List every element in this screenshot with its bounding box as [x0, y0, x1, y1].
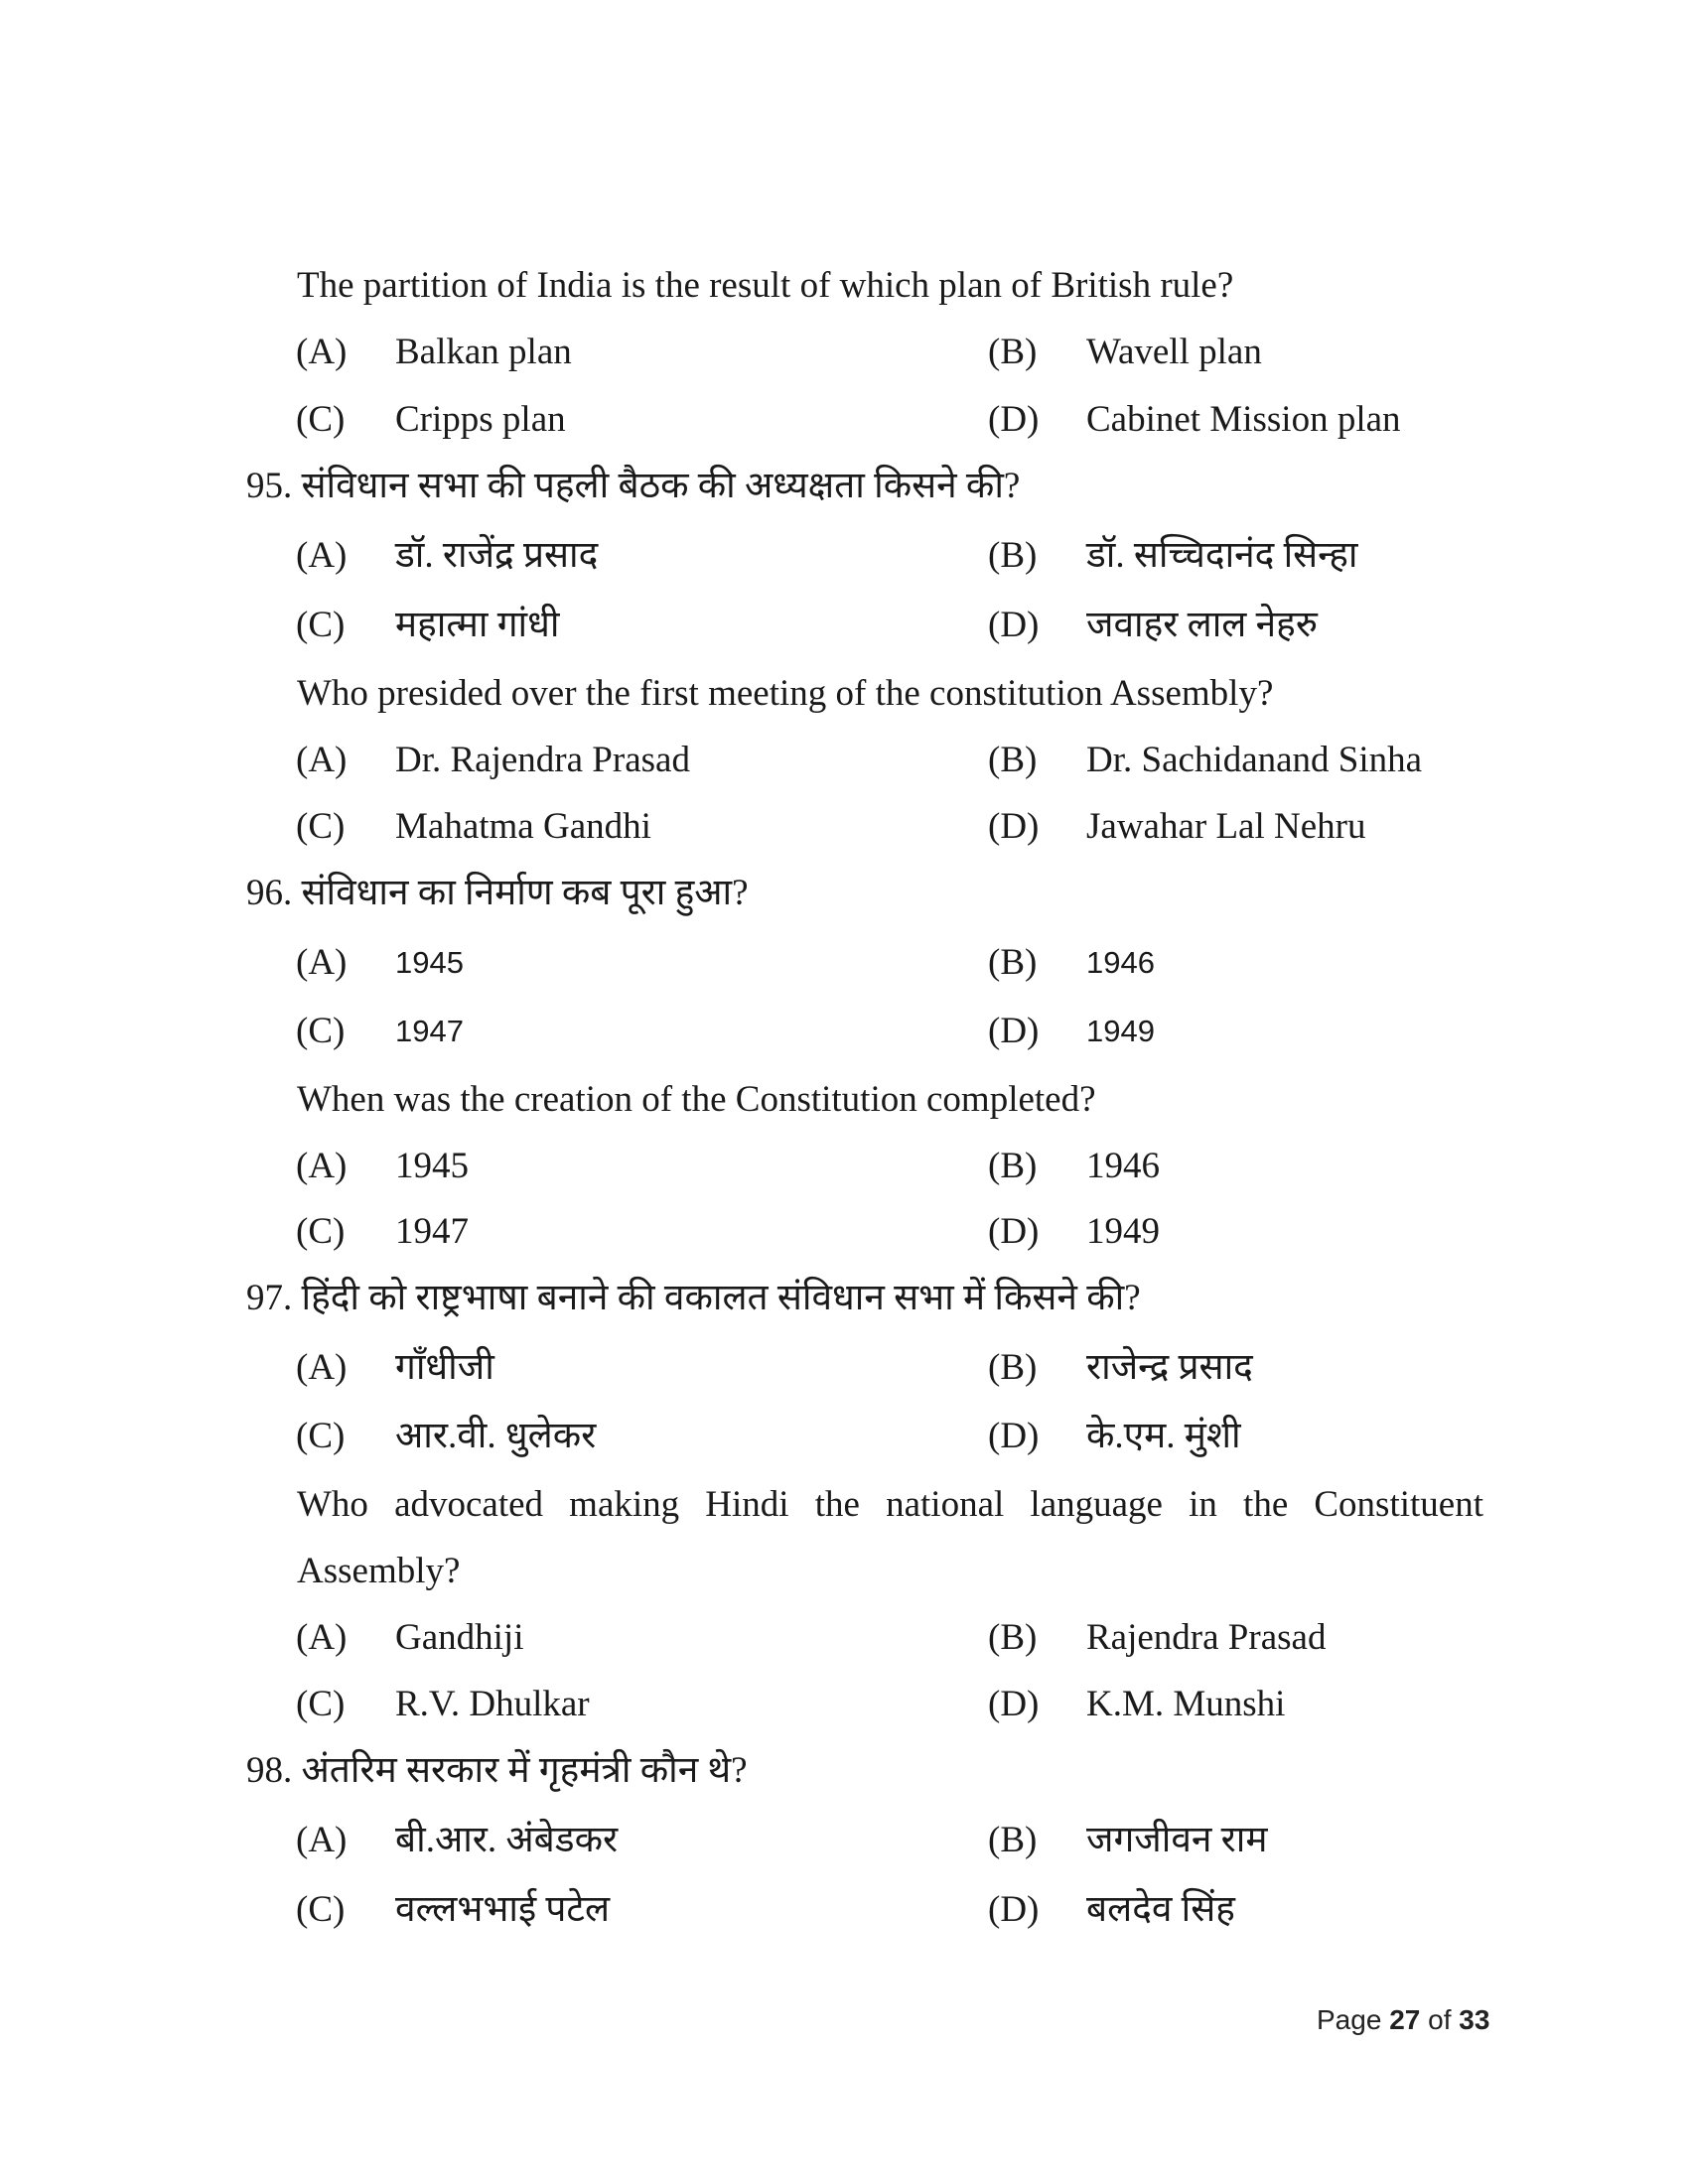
q95-en-option-b-text: Dr. Sachidanand Sinha — [1086, 740, 1423, 780]
q95-en-option-d-label: (D) — [988, 806, 1040, 847]
q96-en-option-d-label: (D) — [988, 1211, 1040, 1252]
q95-hi-question — [246, 465, 1020, 508]
q98-number: 98. — [246, 1750, 293, 1791]
q96-hi-option-d-text: 1949 — [1086, 1014, 1155, 1048]
footer-page-word: Page — [1317, 2004, 1382, 2035]
q96-hi-option-d-label: (D) — [988, 1011, 1040, 1051]
q97-hi-option-d-label: (D) — [988, 1416, 1040, 1456]
q97-en-option-c-label: (C) — [296, 1684, 346, 1724]
q96-en-question: When was the creation of the Constitution completed? — [297, 1079, 1096, 1120]
q96-en-option-a-label: (A) — [296, 1146, 348, 1186]
q96-hi-question — [246, 872, 749, 915]
q94-en-option-b-label: (B) — [988, 332, 1038, 372]
q95-hi-option-c-label: (C) — [296, 605, 346, 645]
q94-en-option-d-text: Cabinet Mission plan — [1086, 399, 1401, 440]
q95-en-option-b-label: (B) — [988, 740, 1038, 780]
q98-hi-question — [246, 1749, 748, 1793]
q98-hi-option-d-label: (D) — [988, 1889, 1040, 1930]
q96-hi-option-a-text: 1945 — [395, 945, 464, 980]
q96-hi-option-a-label: (A) — [296, 942, 348, 983]
q97-en-option-c-text: R.V. Dhulkar — [395, 1684, 590, 1724]
q97-hi-option-a-label: (A) — [296, 1347, 348, 1388]
q97-hi-option-c-label: (C) — [296, 1416, 346, 1456]
q95-hi-option-a-label: (A) — [296, 535, 348, 576]
q95-number: 95. — [246, 466, 293, 506]
q94-en-option-c-label: (C) — [296, 399, 346, 440]
q97-hi-question-text: हिंदी को राष्ट्रभाषा बनाने की वकालत संविधान सभा में किसने की? — [301, 1278, 1141, 1318]
q97-en-option-d-label: (D) — [988, 1684, 1040, 1724]
q96-hi-option-b-label: (B) — [988, 942, 1038, 983]
q96-en-option-d-text: 1949 — [1086, 1211, 1160, 1252]
q96-hi-question-text: संविधान का निर्माण कब पूरा हुआ? — [301, 873, 749, 913]
q94-en-option-a-label: (A) — [296, 332, 348, 372]
q97-en-option-b-text: Rajendra Prasad — [1086, 1617, 1327, 1658]
q94-en-option-d-label: (D) — [988, 399, 1040, 440]
q96-hi-option-b-text: 1946 — [1086, 945, 1155, 980]
q98-hi-option-b-text: जगजीवन राम — [1086, 1820, 1268, 1860]
q95-en-option-a-text: Dr. Rajendra Prasad — [395, 740, 690, 780]
q97-en-option-d-text: K.M. Munshi — [1086, 1684, 1286, 1724]
q97-hi-option-a-text: गाँधीजी — [395, 1347, 494, 1388]
q96-hi-option-c-text: 1947 — [395, 1014, 464, 1048]
q98-hi-option-c-label: (C) — [296, 1889, 346, 1930]
q98-hi-option-d-text: बलदेव सिंह — [1086, 1889, 1235, 1930]
q95-en-option-c-text: Mahatma Gandhi — [395, 806, 651, 847]
page-number-footer — [1317, 2003, 1489, 2037]
q96-en-option-a-text: 1945 — [395, 1146, 469, 1186]
q96-en-option-b-label: (B) — [988, 1146, 1038, 1186]
q97-en-option-a-text: Gandhiji — [395, 1617, 524, 1658]
q97-hi-option-b-text: राजेन्द्र प्रसाद — [1086, 1347, 1253, 1388]
q95-hi-question-text: संविधान सभा की पहली बैठक की अध्यक्षता किसने की? — [301, 466, 1021, 506]
footer-total-pages: 33 — [1459, 2004, 1490, 2035]
q97-en-question-line2: Assembly? — [297, 1551, 461, 1591]
q97-hi-option-c-text: आर.वी. धुलेकर — [395, 1416, 597, 1456]
q98-hi-option-a-text: बी.आर. अंबेडकर — [395, 1820, 619, 1860]
q94-en-option-a-text: Balkan plan — [395, 332, 572, 372]
q96-hi-option-c-label: (C) — [296, 1011, 346, 1051]
q97-hi-question — [246, 1277, 1141, 1320]
q95-en-option-d-text: Jawahar Lal Nehru — [1086, 806, 1366, 847]
q98-hi-option-a-label: (A) — [296, 1820, 348, 1860]
q95-en-option-a-label: (A) — [296, 740, 348, 780]
q95-en-question: Who presided over the first meeting of the constitution Assembly? — [297, 673, 1274, 714]
q98-hi-option-c-text: वल्लभभाई पटेल — [395, 1889, 611, 1930]
q95-hi-option-a-text: डॉ. राजेंद्र प्रसाद — [395, 535, 599, 576]
q95-hi-option-b-label: (B) — [988, 535, 1038, 576]
q98-hi-question-text: अंतरिम सरकार में गृहमंत्री कौन थे? — [301, 1750, 748, 1791]
q98-hi-option-b-label: (B) — [988, 1820, 1038, 1860]
q95-hi-option-d-label: (D) — [988, 605, 1040, 645]
q95-hi-option-c-text: महात्मा गांधी — [395, 605, 560, 645]
footer-current-page: 27 — [1389, 2004, 1421, 2035]
q96-en-option-c-text: 1947 — [395, 1211, 469, 1252]
q95-en-option-c-label: (C) — [296, 806, 346, 847]
q94-en-option-b-text: Wavell plan — [1086, 332, 1262, 372]
q96-en-option-c-label: (C) — [296, 1211, 346, 1252]
q95-hi-option-d-text: जवाहर लाल नेहरु — [1086, 605, 1318, 645]
q95-hi-option-b-text: डॉ. सच्चिदानंद सिन्हा — [1086, 535, 1358, 576]
q97-hi-option-b-label: (B) — [988, 1347, 1038, 1388]
footer-of-word: of — [1428, 2004, 1452, 2035]
q97-en-option-a-label: (A) — [296, 1617, 348, 1658]
q94-en-option-c-text: Cripps plan — [395, 399, 566, 440]
q97-number: 97. — [246, 1278, 293, 1318]
q96-en-option-b-text: 1946 — [1086, 1146, 1160, 1186]
q97-en-question-line1: Who advocated making Hindi the national language in the Constituent — [297, 1484, 1483, 1525]
q94-en-question: The partition of India is the result of which plan of British rule? — [297, 265, 1234, 306]
q97-hi-option-d-text: के.एम. मुंशी — [1086, 1416, 1241, 1456]
q97-en-option-b-label: (B) — [988, 1617, 1038, 1658]
q96-number: 96. — [246, 873, 293, 913]
